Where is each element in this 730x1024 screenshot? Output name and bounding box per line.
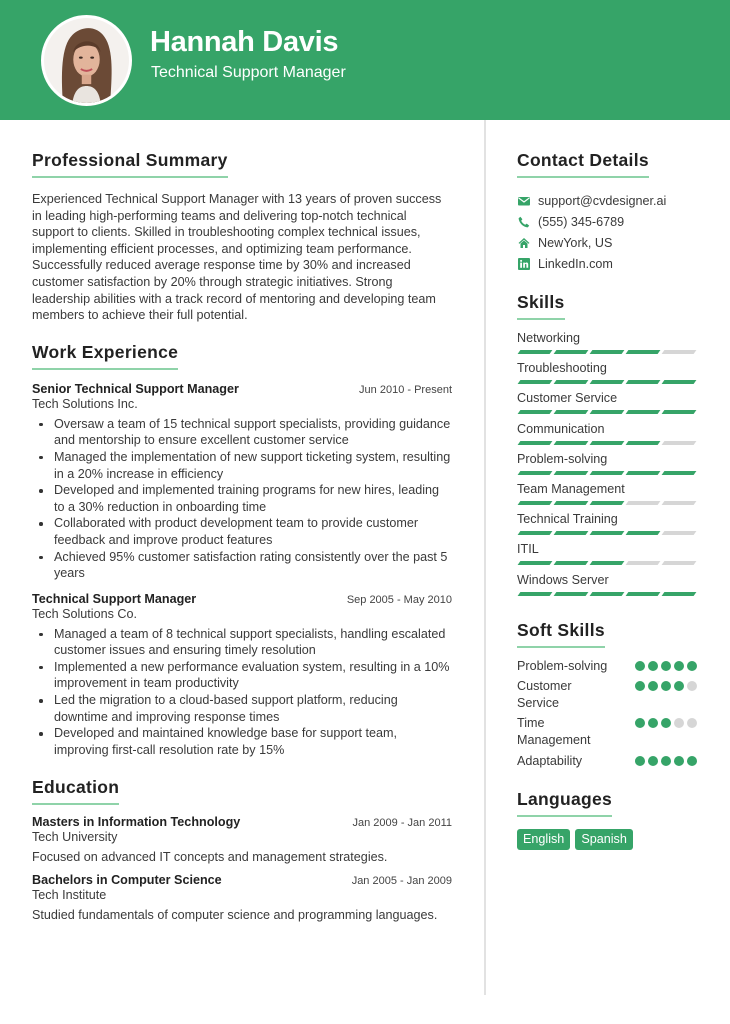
skill-item	[517, 572, 697, 602]
skill-level-segment	[626, 350, 661, 354]
skill-level-segment	[518, 350, 553, 354]
soft-skill-rating	[635, 756, 697, 766]
experience-section	[32, 342, 452, 759]
resume-header	[0, 0, 730, 120]
skills-section	[517, 292, 697, 602]
section-heading: Skills	[517, 292, 565, 320]
bullet-item: Developed and maintained knowledge base for support team, improving first-call resolution rate by 15%	[54, 725, 452, 758]
skill-level-segment	[590, 531, 625, 535]
job-entry	[32, 592, 452, 759]
skill-level-segment	[590, 471, 625, 475]
section-heading: Contact Details	[517, 150, 649, 178]
bullet-item: Collaborated with product development team to provide customer feedback and improve product features	[54, 515, 452, 548]
skill-level-segment	[626, 471, 661, 475]
education-entry	[32, 815, 452, 864]
degree-title: Masters in Information Technology	[32, 815, 241, 830]
skill-item	[517, 360, 697, 390]
soft-skill-rating	[635, 661, 697, 671]
rating-dot-icon	[635, 756, 645, 766]
bullet-item: Developed and implemented training programs for new hires, leading to a 30% reduction in onboarding time	[54, 482, 452, 515]
soft-skill-name: Customer Service	[517, 679, 572, 710]
contact-location	[517, 232, 697, 253]
skill-item	[517, 421, 697, 451]
soft-skill-item	[517, 658, 697, 675]
soft-skill-name: Adaptability	[517, 753, 583, 768]
school-name: Tech University	[32, 830, 118, 845]
skill-level-segment	[554, 350, 589, 354]
rating-dot-icon	[648, 661, 658, 671]
rating-dot-icon	[648, 681, 658, 691]
skill-level-bar	[517, 531, 697, 535]
contact-linkedin[interactable]	[517, 253, 697, 274]
contact-section	[517, 150, 697, 274]
skill-level-segment	[554, 410, 589, 414]
skill-level-segment	[518, 380, 553, 384]
soft-skill-rating	[635, 718, 697, 728]
skill-name: Technical Training	[517, 512, 618, 527]
skill-name: Problem-solving	[517, 451, 608, 466]
skill-level-segment	[662, 592, 697, 596]
skill-level-bar	[517, 471, 697, 475]
skill-level-segment	[662, 350, 697, 354]
skill-level-bar	[517, 592, 697, 596]
main-column	[32, 150, 452, 940]
skill-level-bar	[517, 561, 697, 565]
skill-level-segment	[554, 380, 589, 384]
avatar	[41, 15, 132, 106]
bullet-item: Implemented a new performance evaluation system, resulting in a 10% improvement in team productivity	[54, 659, 452, 692]
bullet-item: Oversaw a team of 15 technical support specialists, providing guidance and mentorship to ensure excellent customer service	[54, 416, 451, 448]
education-entry	[32, 873, 452, 922]
soft-skill-name: Problem-solving	[517, 658, 608, 673]
soft-skills-section	[517, 620, 697, 770]
skill-name: Networking	[517, 331, 580, 345]
skill-level-segment	[662, 531, 697, 535]
skill-level-segment	[590, 561, 625, 565]
skill-level-segment	[590, 501, 625, 505]
rating-dot-icon	[661, 756, 671, 766]
rating-dot-icon	[648, 756, 658, 766]
education-description: Studied fundamentals of computer science and programming languages.	[32, 908, 438, 923]
skill-level-segment	[518, 561, 553, 565]
rating-dot-icon	[687, 718, 697, 728]
contact-email[interactable]	[517, 190, 697, 211]
job-date: Jun 2010 - Present	[359, 383, 452, 396]
section-heading: Languages	[517, 789, 612, 817]
skill-level-segment	[554, 531, 589, 535]
bullet-item: Managed a team of 8 technical support specialists, handling escalated customer issues and ensuring timely resolution	[54, 626, 452, 659]
skill-level-segment	[590, 350, 625, 354]
skill-level-segment	[626, 380, 661, 384]
bullet-item: Achieved 95% customer satisfaction rating consistently over the past 5 years	[54, 549, 452, 582]
education-section	[32, 777, 452, 922]
rating-dot-icon	[687, 661, 697, 671]
skill-level-segment	[518, 592, 553, 596]
skill-level-segment	[590, 380, 625, 384]
rating-dot-icon	[674, 681, 684, 691]
section-heading: Soft Skills	[517, 620, 605, 648]
languages-section	[517, 789, 697, 850]
sidebar-column	[517, 150, 697, 868]
skill-level-bar	[517, 350, 697, 354]
rating-dot-icon	[661, 661, 671, 671]
rating-dot-icon	[635, 718, 645, 728]
education-description: Focused on advanced IT concepts and management strategies.	[32, 850, 388, 865]
rating-dot-icon	[661, 718, 671, 728]
skill-level-segment	[626, 501, 661, 505]
skill-level-bar	[517, 441, 697, 445]
skill-name: Team Management	[517, 481, 625, 496]
skill-level-segment	[554, 441, 589, 445]
language-badge: English	[517, 829, 570, 850]
contact-value: LinkedIn.com	[538, 256, 613, 271]
skill-level-segment	[626, 561, 661, 565]
languages-list	[517, 829, 697, 850]
skill-item	[517, 481, 697, 511]
bullet-item: Led the migration to a cloud-based support platform, reducing downtime and improving response times	[54, 692, 452, 725]
skill-level-segment	[662, 441, 697, 445]
phone-icon	[517, 215, 530, 228]
contact-value: support@cvdesigner.ai	[538, 193, 667, 208]
skill-level-segment	[662, 410, 697, 414]
summary-section	[32, 150, 452, 324]
skill-item	[517, 541, 697, 571]
skill-item	[517, 451, 697, 481]
skill-level-segment	[662, 561, 697, 565]
section-heading: Work Experience	[32, 342, 178, 370]
skill-level-segment	[626, 531, 661, 535]
soft-skill-item	[517, 753, 697, 770]
skill-level-segment	[518, 531, 553, 535]
contact-value: (555) 345-6789	[538, 214, 625, 229]
language-badge: Spanish	[575, 829, 633, 850]
skill-level-segment	[626, 441, 661, 445]
job-date: Sep 2005 - May 2010	[346, 593, 452, 606]
skill-level-segment	[518, 471, 553, 475]
skill-level-bar	[517, 380, 697, 384]
rating-dot-icon	[648, 718, 658, 728]
soft-skills-list	[517, 658, 697, 770]
rating-dot-icon	[661, 681, 671, 691]
job-title: Senior Technical Support Manager	[32, 381, 239, 396]
home-icon	[517, 236, 530, 249]
soft-skill-item	[517, 715, 697, 748]
degree-title: Bachelors in Computer Science	[32, 873, 222, 888]
company-name: Tech Solutions Inc.	[32, 396, 138, 411]
skill-level-segment	[626, 410, 661, 414]
column-divider	[484, 120, 486, 995]
candidate-name: Hannah Davis	[150, 26, 339, 58]
linkedin-icon	[517, 257, 530, 270]
education-date: Jan 2009 - Jan 2011	[352, 817, 452, 830]
rating-dot-icon	[674, 756, 684, 766]
bullet-item: Managed the implementation of new support ticketing system, resulting in a 20% increase in efficiency	[54, 449, 451, 481]
skill-level-segment	[518, 410, 553, 414]
envelope-icon	[517, 194, 530, 207]
soft-skill-item	[517, 678, 697, 711]
job-bullets	[32, 416, 452, 582]
skill-level-segment	[554, 471, 589, 475]
skill-level-segment	[554, 592, 589, 596]
skill-level-segment	[554, 561, 589, 565]
contact-value: NewYork, US	[538, 235, 613, 250]
skill-name: Communication	[517, 421, 605, 436]
skill-name: ITIL	[517, 542, 539, 557]
job-bullets	[32, 626, 452, 759]
soft-skill-rating	[635, 681, 697, 691]
skill-name: Customer Service	[517, 391, 618, 406]
rating-dot-icon	[674, 718, 684, 728]
section-heading: Professional Summary	[32, 150, 228, 178]
rating-dot-icon	[635, 661, 645, 671]
skills-list	[517, 330, 697, 602]
skill-name: Troubleshooting	[517, 361, 607, 376]
skill-item	[517, 330, 697, 360]
rating-dot-icon	[674, 661, 684, 671]
rating-dot-icon	[687, 681, 697, 691]
education-date: Jan 2005 - Jan 2009	[351, 875, 452, 888]
rating-dot-icon	[687, 756, 697, 766]
skill-level-segment	[554, 501, 589, 505]
skill-level-segment	[590, 410, 625, 414]
summary-text: Experienced Technical Support Manager with 13 years of proven success in leading high-performing teams and delivering top-notch technical support to clients. Skilled in troubleshooting complex technical issues, implementing efficient processes, and optimizing team performance. Successfully reduced average response time by 30% and increased customer satisfaction by 20% through strategic initiatives. Strong leadership abilities with a track record of mentoring and developing team members to achieve their full potential.	[32, 192, 442, 323]
skill-level-segment	[518, 441, 553, 445]
job-title: Technical Support Manager	[32, 591, 197, 606]
skill-level-segment	[662, 471, 697, 475]
company-name: Tech Solutions Co.	[32, 606, 138, 621]
rating-dot-icon	[635, 681, 645, 691]
candidate-title: Technical Support Manager	[151, 64, 346, 81]
contact-phone[interactable]	[517, 211, 697, 232]
skill-level-segment	[662, 380, 697, 384]
skill-name: Windows Server	[517, 572, 609, 587]
skill-level-segment	[518, 501, 553, 505]
skill-level-bar	[517, 501, 697, 505]
skill-item	[517, 390, 697, 420]
skill-level-segment	[626, 592, 661, 596]
skill-level-segment	[662, 501, 697, 505]
section-heading: Education	[32, 777, 119, 805]
skill-item	[517, 511, 697, 541]
profile-photo	[44, 18, 129, 103]
job-entry	[32, 382, 452, 582]
school-name: Tech Institute	[32, 888, 107, 903]
skill-level-bar	[517, 410, 697, 414]
soft-skill-name: Time Management	[517, 716, 591, 748]
skill-level-segment	[590, 592, 625, 596]
skill-level-segment	[590, 441, 625, 445]
